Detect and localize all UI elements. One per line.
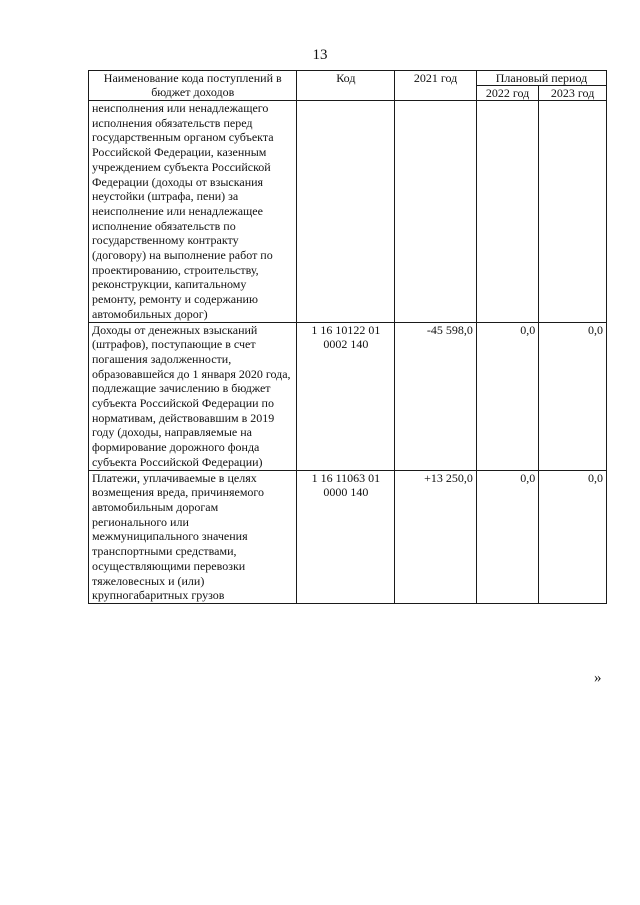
row-2023-cell: [539, 101, 607, 323]
header-planned-period: Плановый период: [476, 71, 606, 86]
revenue-table: [88, 70, 607, 604]
row-2022-cell: 0,0: [476, 322, 538, 470]
row-code-cell: 1 16 11063 01 0000 140: [297, 470, 395, 603]
table-row: [89, 101, 607, 323]
header-name: Наименование кода поступлений в бюджет доходов: [89, 71, 297, 101]
page-number: 13: [312, 47, 328, 63]
header-year-2021: 2021 год: [395, 71, 477, 101]
table-row: [89, 322, 607, 470]
row-2023-cell: 0,0: [539, 322, 607, 470]
row-2023-cell: 0,0: [539, 470, 607, 603]
row-2021-cell: +13 250,0: [395, 470, 477, 603]
header-code: Код: [297, 71, 395, 101]
header-row-top: [89, 71, 607, 86]
row-name-cell: Платежи, уплачиваемые в целях возмещения вреда, причиняемого автомобильным дорогам регионального или межмуниципального значения транспортными средствами, осуществляющими перевозки тяжеловесных и (или) крупногабаритных грузов: [89, 470, 297, 603]
row-code-cell: 1 16 10122 01 0002 140: [297, 322, 395, 470]
header-year-2023: 2023 год: [539, 86, 607, 101]
row-name-cell: Доходы от денежных взысканий (штрафов), поступающие в счет погашения задолженности, образовавшейся до 1 января 2020 года, подлежащие зачислению в бюджет субъекта Российской Федерации по нормативам, действовавшим в 2019 году (доходы, направляемые на формирование дорожного фонда субъекта Российской Федерации): [89, 322, 297, 470]
table-row: [89, 470, 607, 603]
row-2022-cell: 0,0: [476, 470, 538, 603]
row-2021-cell: [395, 101, 477, 323]
header-year-2022: 2022 год: [476, 86, 538, 101]
row-name-cell: неисполнения или ненадлежащего исполнения обязательств перед государственным органом субъекта Российской Федерации, казенным учреждением субъекта Российской Федерации (доходы от взыскания неустойки (штрафа, пени) за неисполнение или ненадлежащее исполнение обязательств по государственному контракту (договору) на выполнение работ по проектированию, строительству, реконструкции, капитальному ремонту, ремонту и содержанию автомобильных дорог): [89, 101, 297, 323]
row-2021-cell: -45 598,0: [395, 322, 477, 470]
row-2022-cell: [476, 101, 538, 323]
closing-quote-mark: »: [594, 670, 602, 686]
row-code-cell: [297, 101, 395, 323]
